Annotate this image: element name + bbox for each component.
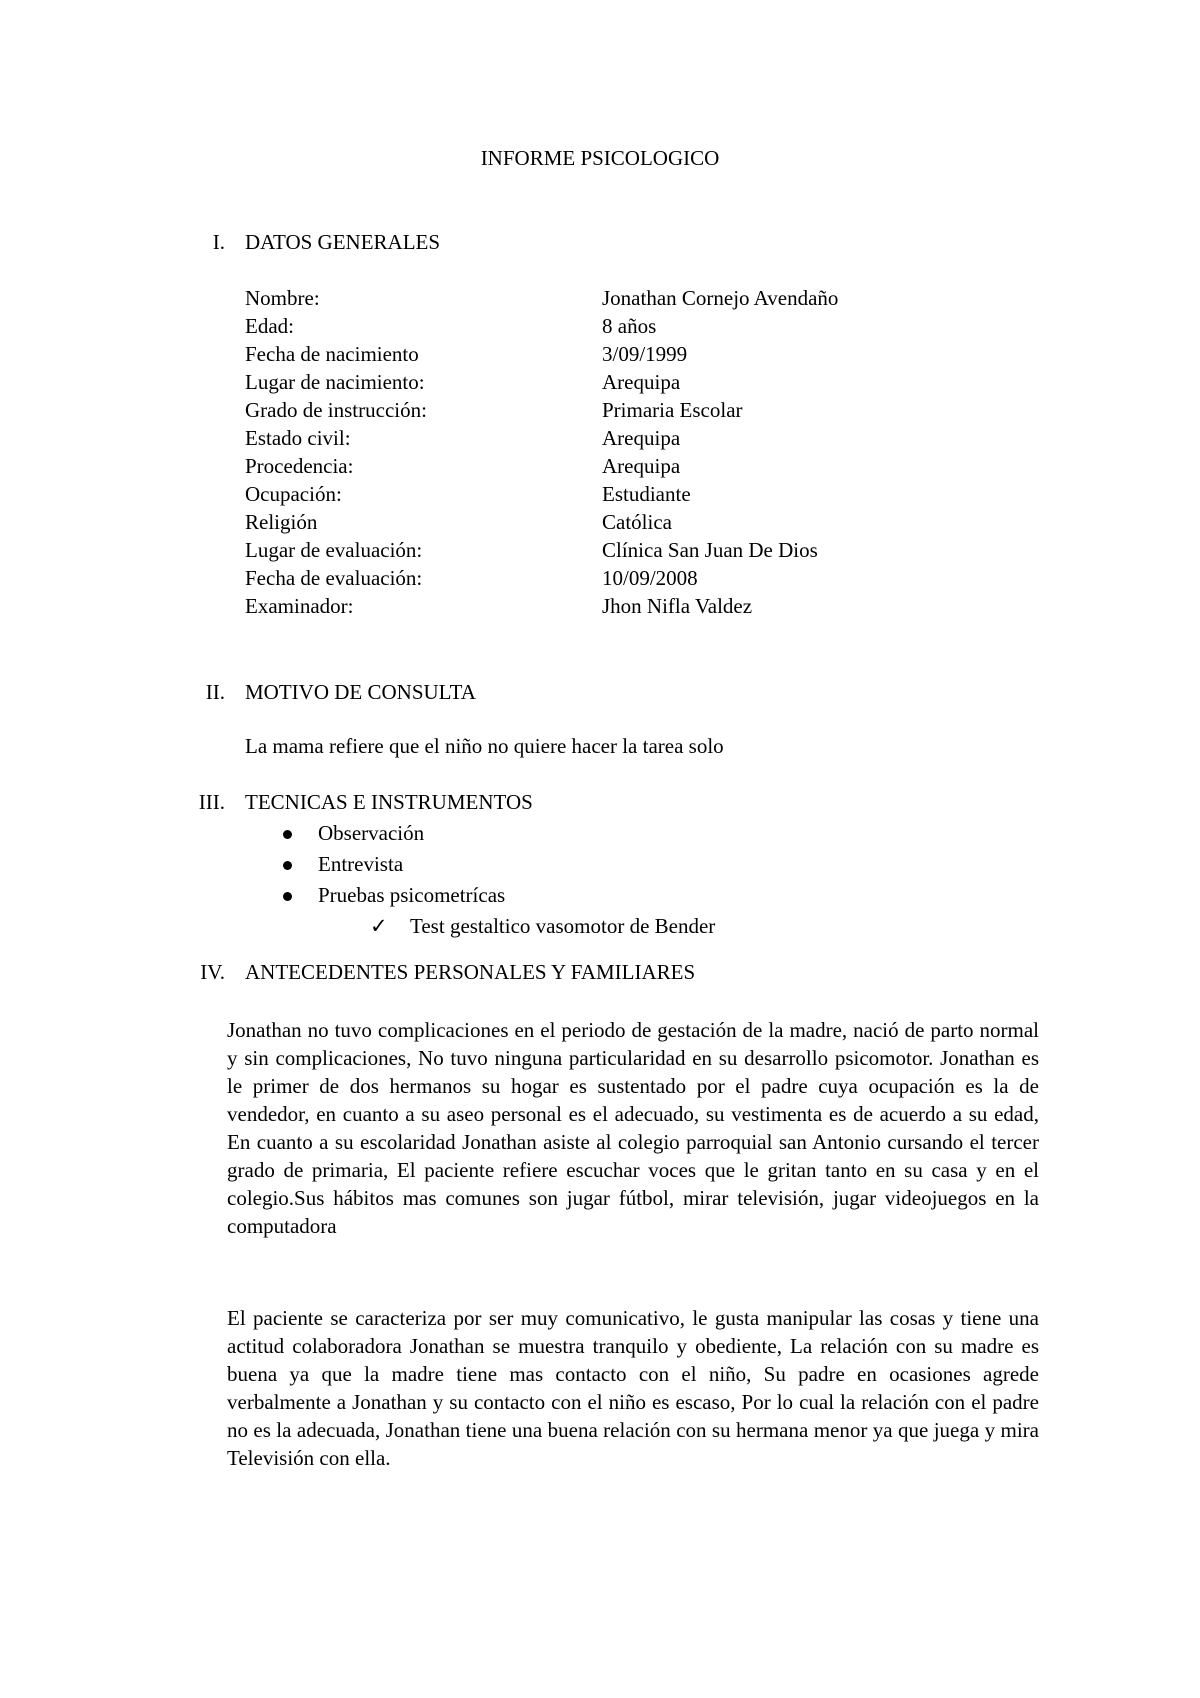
datos-row	[245, 396, 945, 424]
datos-value: Arequipa	[602, 370, 681, 394]
datos-key: Religión	[245, 510, 318, 534]
datos-value: Arequipa	[602, 426, 681, 450]
datos-value: Primaria Escolar	[602, 398, 743, 422]
checkmark-icon: ✓	[370, 914, 388, 938]
datos-key: Examinador:	[245, 594, 354, 618]
datos-value: Jhon Nifla Valdez	[602, 594, 753, 618]
section-heading: ANTECEDENTES PERSONALES Y FAMILIARES	[245, 960, 696, 984]
datos-value: Clínica San Juan De Dios	[602, 538, 818, 562]
datos-row	[245, 564, 945, 592]
section-heading: DATOS GENERALES	[245, 230, 441, 254]
datos-row	[245, 536, 945, 564]
datos-row	[245, 312, 945, 340]
section-heading: MOTIVO DE CONSULTA	[245, 680, 476, 704]
datos-value: Católica	[602, 510, 672, 534]
datos-key: Nombre:	[245, 286, 320, 310]
datos-row	[245, 508, 945, 536]
section-heading: TECNICAS E INSTRUMENTOS	[245, 790, 533, 814]
datos-value: 10/09/2008	[602, 566, 698, 590]
datos-row	[245, 368, 945, 396]
datos-value: 3/09/1999	[602, 342, 688, 366]
datos-row	[245, 480, 945, 508]
datos-row	[245, 340, 945, 368]
datos-generales-list	[245, 284, 945, 620]
datos-value: Jonathan Cornejo Avendaño	[602, 286, 839, 310]
datos-key: Fecha de evaluación:	[245, 566, 423, 590]
antecedentes-paragraph-2: El paciente se caracteriza por ser muy comunicativo, le gusta manipular las cosas y tiene una actitud colaboradora Jonathan se muestra tranquilo y obediente, La relación con su madre es buena ya que la madre tiene mas contacto con el niño, Su padre en ocasiones agrede verbalmente a Jonathan y su contacto con el niño es escaso, Por lo cual la relación con el padre no es la adecuada, Jonathan tiene una buena relación con su hermana menor ya que juega y mira Televisión con ella.	[227, 1306, 1039, 1470]
section-number: III.	[198, 790, 225, 814]
datos-row	[245, 284, 945, 312]
bullet-icon	[283, 892, 292, 901]
section-number: IV.	[200, 960, 225, 984]
tecnica-label: Observación	[318, 821, 425, 845]
datos-value: 8 años	[602, 314, 657, 338]
datos-row	[245, 592, 945, 620]
bullet-icon	[283, 830, 292, 839]
motivo-text: La mama refiere que el niño no quiere hacer la tarea solo	[245, 734, 724, 758]
datos-key: Ocupación:	[245, 482, 342, 506]
list-item	[245, 880, 505, 911]
tecnica-label: Pruebas psicometrícas	[318, 883, 506, 907]
datos-key: Edad:	[245, 314, 294, 338]
tecnica-label: Entrevista	[318, 852, 404, 876]
datos-key: Lugar de evaluación:	[245, 538, 423, 562]
datos-key: Lugar de nacimiento:	[245, 370, 425, 394]
datos-key: Estado civil:	[245, 426, 351, 450]
datos-value: Estudiante	[602, 482, 691, 506]
datos-key: Fecha de nacimiento	[245, 342, 419, 366]
list-item	[245, 849, 505, 880]
datos-row	[245, 452, 945, 480]
datos-key: Grado de instrucción:	[245, 398, 427, 422]
document-title: INFORME PSICOLOGICO	[480, 146, 720, 170]
datos-row	[245, 424, 945, 452]
list-item	[245, 818, 505, 849]
section-number: I.	[212, 230, 225, 254]
tecnicas-list	[245, 818, 505, 911]
antecedentes-paragraph-1: Jonathan no tuvo complicaciones en el periodo de gestación de la madre, nació de parto normal y sin complicaciones, No tuvo ninguna particularidad en su desarrollo psicomotor. Jonathan es le primer de dos hermanos su hogar es sustentado por el padre cuya ocupación es la de vendedor, en cuanto a su aseo personal es el adecuado, su vestimenta es de acuerdo a su edad, En cuanto a su escolaridad Jonathan asiste al colegio parroquial san Antonio cursando el tercer grado de primaria, El paciente refiere escuchar voces que le gritan tanto en su casa y en el colegio.Sus hábitos mas comunes son jugar fútbol, mirar televisión, jugar videojuegos en la computadora	[227, 1018, 1039, 1238]
subitem-label: Test gestaltico vasomotor de Bender	[410, 914, 716, 938]
datos-key: Procedencia:	[245, 454, 354, 478]
datos-value: Arequipa	[602, 454, 681, 478]
bullet-icon	[283, 861, 292, 870]
section-number: II.	[205, 680, 225, 704]
